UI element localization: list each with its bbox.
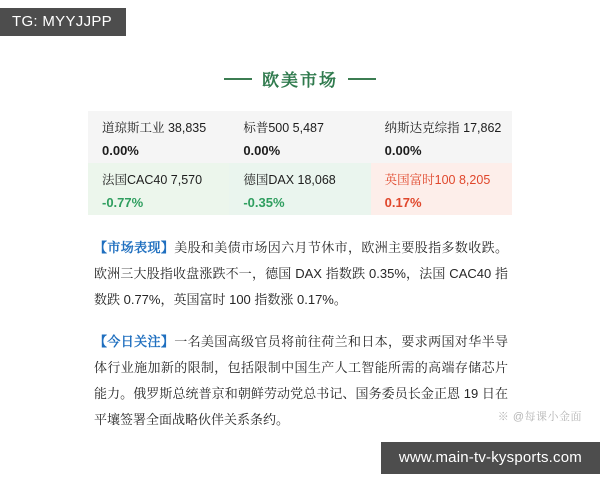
article-body (94, 235, 508, 433)
paragraph-text: 美股和美债市场因六月节休市，欧洲主要股指多数收跌。欧洲三大股指收盘涨跌不一，德国 DAX 指数跌 0.35%，法国 CAC40 指数跌 0.77%，英国富时 100 指数涨 0.17%。 (94, 240, 508, 307)
page-title: 欧美市场 (262, 71, 338, 90)
quote-cell (88, 111, 229, 163)
table-row (88, 111, 512, 163)
telegram-handle-badge: TG: MYYJJPP (0, 8, 126, 36)
quote-cell (229, 111, 370, 163)
card-title-row (88, 66, 512, 91)
quote-cell (88, 163, 229, 215)
quote-change: -0.77% (102, 194, 144, 210)
paragraph-text: 一名美国高级官员将前往荷兰和日本，要求两国对华半导体行业施加新的限制，包括限制中国生产人工智能所需的高端存储芯片能力。俄罗斯总统普京和朝鲜劳动党总书记、国务委员长金正恩 19 日在平壤签署全面战略伙伴关系条约。 (94, 334, 508, 427)
market-card (88, 48, 512, 449)
quote-change: 0.00% (102, 142, 139, 158)
quote-name: 道琼斯工业 38,835 (102, 121, 207, 135)
paragraph (94, 235, 508, 313)
quote-cell (371, 111, 512, 163)
title-rule-right-icon (348, 78, 376, 80)
quote-name: 英国富时100 8,205 (384, 173, 491, 187)
quote-cell (229, 163, 370, 215)
quotes-table (88, 111, 512, 215)
quote-name: 法国CAC40 7,570 (102, 173, 203, 187)
title-rule-left-icon (224, 78, 252, 80)
paragraph-tag: 【今日关注】 (94, 334, 175, 349)
quote-name: 纳斯达克综指 17,862 (384, 121, 502, 135)
paragraph (94, 329, 508, 433)
quote-change: 0.00% (384, 142, 422, 158)
quote-change: -0.35% (243, 194, 285, 210)
site-watermark-bar: www.main-tv-kysports.com (381, 442, 600, 474)
paragraph-tag: 【市场表现】 (94, 240, 175, 255)
quote-name: 德国DAX 18,068 (243, 173, 336, 187)
source-watermark: ※ @每课小金面 (497, 411, 582, 423)
quote-change: 0.17% (384, 194, 422, 210)
quote-cell (371, 163, 512, 215)
quote-change: 0.00% (243, 142, 281, 158)
table-row (88, 163, 512, 215)
quote-name: 标普500 5,487 (243, 121, 324, 135)
